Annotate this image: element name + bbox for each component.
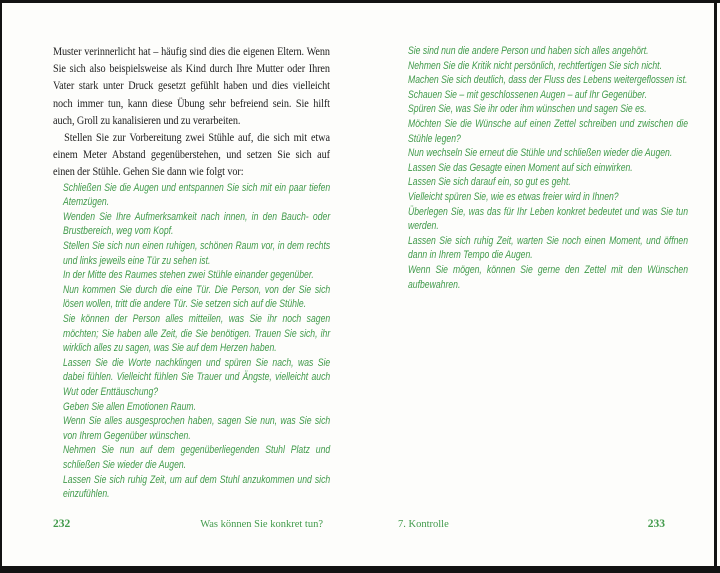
intro-text-block <box>53 43 330 181</box>
scan-edge-top <box>0 0 720 3</box>
instruction-line: Überlegen Sie, was das für Ihr Leben konkret bedeutet und was Sie tun werden. <box>408 205 688 233</box>
intro-paragraph-1: Muster verinnerlicht hat – häufig sind dies die eigenen Eltern. Wenn Sie sich also beispielsweise als Kind durch Ihre Mutter oder Ihren Vater stark unter Druck gesetzt gefühlt haben und dies vielleicht noch immer tun, kann diese Übung sehr befreiend sein. Sie hilft auch, Groll zu kanalisieren und zu verarbeiten. <box>53 44 330 127</box>
instruction-line: Nun kommen Sie durch die eine Tür. Die Person, von der Sie sich lösen wollen, tritt die andere Tür. Sie setzen sich auf die Stühle. <box>63 283 331 311</box>
instruction-line: Nehmen Sie nun auf dem gegenüberliegenden Stuhl Platz und schließen Sie wieder die Augen. <box>63 444 331 471</box>
instruction-line: Machen Sie sich deutlich, dass der Fluss des Lebens weitergeflossen ist. <box>408 74 688 87</box>
page-number-right: 233 <box>647 518 665 530</box>
instruction-line: Wenn Sie mögen, können Sie gerne den Zettel mit den Wünschen aufbewahren. <box>408 263 688 291</box>
instruction-line: Lassen Sie das Gesagte einen Moment auf sich einwirken. <box>408 161 633 174</box>
instruction-line: Wenden Sie Ihre Aufmerksamkeit nach innen, in den Bauch- oder Brustbereich, weg vom Kopf. <box>63 210 331 238</box>
intro-paragraph-2: Stellen Sie zur Vorbereitung zwei Stühle auf, die sich mit etwa einem Meter Abstand gegenüberstehen, und setzen Sie sich auf einen der Stühle. Gehen Sie dann wie folgt vor: <box>53 130 330 179</box>
instruction-line: Lassen Sie sich ruhig Zeit, warten Sie noch einen Moment, und öffnen dann in Ihrem Tempo die Augen. <box>408 234 688 262</box>
instruction-line: Schauen Sie – mit geschlossenen Augen – auf Ihr Gegenüber. <box>408 88 647 101</box>
exercise-instructions-right <box>408 44 688 292</box>
instruction-line: Nehmen Sie die Kritik nicht persönlich, rechtfertigen Sie sich nicht. <box>408 59 662 72</box>
instruction-line: Vielleicht spüren Sie, wie es etwas freier wird in Ihnen? <box>408 190 619 203</box>
instruction-line: Schließen Sie die Augen und entspannen Sie sich mit ein paar tiefen Atemzügen. <box>63 181 331 209</box>
scan-edge-left <box>0 0 2 573</box>
scan-edge-right <box>714 0 717 573</box>
instruction-line: In der Mitte des Raumes stehen zwei Stühle einander gegenüber. <box>63 269 314 282</box>
instruction-line: Sie können der Person alles mitteilen, was Sie ihr noch sagen möchten; Sie haben alle Zeit, die Sie benötigen. Trauen Sie sich, ihr wirklich alles zu sagen, was Sie auf dem Herzen haben. <box>63 312 331 355</box>
running-title-right: 7. Kontrolle <box>398 519 449 530</box>
instruction-line: Spüren Sie, was Sie ihr oder ihm wünschen und sagen Sie es. <box>408 103 647 116</box>
instruction-line: Geben Sie allen Emotionen Raum. <box>63 400 196 413</box>
instruction-line: Stellen Sie sich nun einen ruhigen, schönen Raum vor, in dem rechts und links jeweils eine Tür zu sehen ist. <box>63 240 331 267</box>
instruction-line: Sie sind nun die andere Person und haben sich alles angehört. <box>408 45 649 57</box>
exercise-instructions-left <box>63 181 330 502</box>
running-title-left: Was können Sie konkret tun? <box>200 519 323 530</box>
scan-edge-bottom <box>0 566 720 573</box>
left-page <box>53 43 330 502</box>
instruction-line: Lassen Sie sich ruhig Zeit, um auf dem Stuhl anzukommen und sich einzufühlen. <box>63 473 331 501</box>
instruction-line: Möchten Sie die Wünsche auf einen Zettel schreiben und zwischen die Stühle legen? <box>408 117 688 145</box>
right-page <box>408 44 688 292</box>
instruction-line: Wenn Sie alles ausgesprochen haben, sagen Sie nun, was Sie sich von Ihrem Gegenüber wünschen. <box>63 415 331 442</box>
page-number-left: 232 <box>53 518 71 530</box>
instruction-line: Nun wechseln Sie erneut die Stühle und schließen wieder die Augen. <box>408 147 673 160</box>
instruction-line: Lassen Sie die Worte nachklingen und spüren Sie nach, was Sie dabei fühlen. Vielleicht fühlen Sie Trauer und Ängste, vielleicht auch Wut oder Enttäuschung? <box>63 356 331 398</box>
instruction-line: Lassen Sie sich darauf ein, so gut es geht. <box>408 176 571 189</box>
